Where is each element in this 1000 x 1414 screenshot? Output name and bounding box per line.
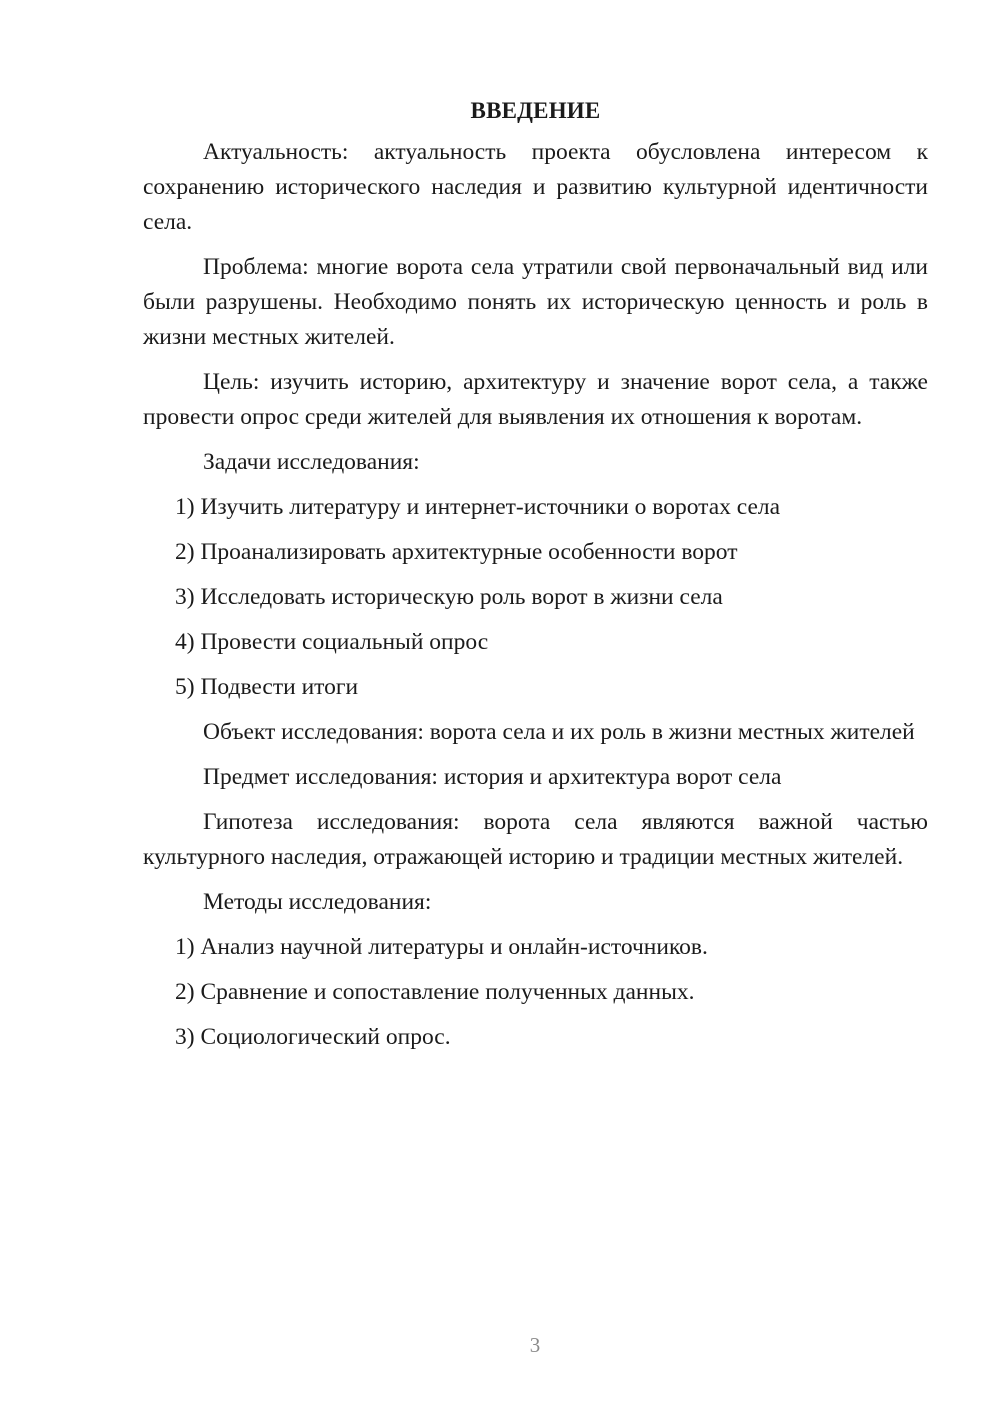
goal-paragraph: Цель: изучить историю, архитектуру и значение ворот села, а также провести опрос среди жителей для выявления их отношения к воротам. bbox=[143, 369, 928, 430]
method-item: 2) Сравнение и сопоставление полученных данных. bbox=[175, 979, 695, 1005]
page-content bbox=[143, 95, 928, 1065]
method-item: 1) Анализ научной литературы и онлайн-источников. bbox=[175, 934, 708, 960]
problem-paragraph: Проблема: многие ворота села утратили свой первоначальный вид или были разрушены. Необходимо понять их историческую ценность и роль в жизни местных жителей. bbox=[143, 254, 928, 350]
task-item: 3) Исследовать историческую роль ворот в жизни села bbox=[175, 584, 723, 610]
task-item: 5) Подвести итоги bbox=[175, 674, 359, 700]
hypothesis-paragraph: Гипотеза исследования: ворота села являются важной частью культурного наследия, отражающей историю и традиции местных жителей. bbox=[143, 809, 928, 870]
methods-title: Методы исследования: bbox=[203, 889, 432, 915]
object-paragraph: Объект исследования: ворота села и их роль в жизни местных жителей bbox=[203, 719, 915, 745]
task-item: 2) Проанализировать архитектурные особенности ворот bbox=[175, 539, 738, 565]
page-number: 3 bbox=[529, 1333, 541, 1357]
subject-paragraph: Предмет исследования: история и архитектура ворот села bbox=[203, 764, 782, 790]
tasks-title: Задачи исследования: bbox=[203, 449, 420, 475]
section-heading: ВВЕДЕНИЕ bbox=[470, 98, 601, 123]
relevance-paragraph: Актуальность: актуальность проекта обусловлена интересом к сохранению исторического наследия и развитию культурной идентичности села. bbox=[143, 139, 928, 235]
task-item: 1) Изучить литературу и интернет-источники о воротах села bbox=[175, 494, 781, 520]
method-item: 3) Социологический опрос. bbox=[175, 1024, 451, 1050]
task-item: 4) Провести социальный опрос bbox=[175, 629, 489, 655]
